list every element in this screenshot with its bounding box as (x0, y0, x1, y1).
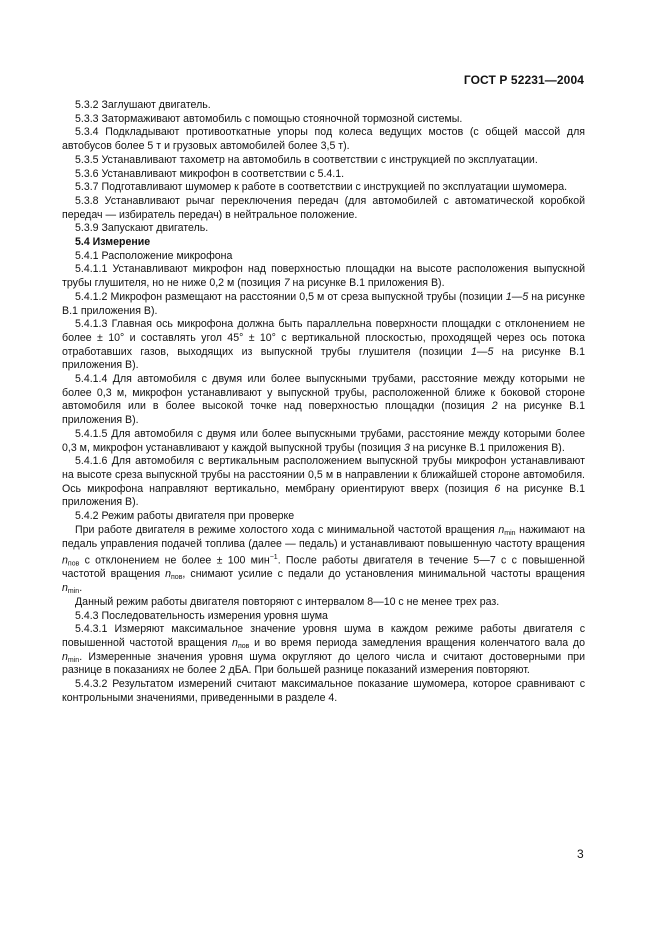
subsection-heading: 5.4.2 Режим работы двигателя при проверке (75, 510, 295, 523)
document-header: ГОСТ Р 52231—2004 (463, 73, 584, 87)
paragraph: 5.4.1.4 Для автомобиля с двумя или более выпускными трубами, расстояние между которыми не более 0,3 м, микрофон устанавливают у выпускной трубы, расположенной ближе к боковой стороне автомобиля или в более высокой точке над поверхностью площадки (позиция 2 на рисунке В.1 приложения В). (62, 373, 585, 427)
paragraph: 5.4.1.5 Для автомобиля с двумя или более выпускными трубами, расстояние между которыми более 0,3 м, микрофон устанавливают у каждой выпускной трубы (позиция 3 на рисунке В.1 приложения В). (62, 427, 585, 454)
paragraph: При работе двигателя в режиме холостого хода с минимальной частотой вращения $n_{min}$ нажимают на педаль управления подачей топлива (далее — педаль) и устанавливают повышенную частоту вращения $n_{пов}$ с отклонением не более ± 100 мин$^{-1}$. После работы двигателя в течение 5—7 с с повышенной частотой вращения $n_{пов}$, снимают усилие с педали до установления минимальной частоты вращения $n_{min}$. (62, 523, 585, 596)
page-number: 3 (577, 847, 584, 861)
paragraph: 5.4.3.2 Результатом измерений считают максимальное показание шумомера, которое сравнивают с контрольными значениями, приведенными в разделе 4. (62, 678, 585, 704)
paragraph: 5.3.3 Затормаживают автомобиль с помощью стояночной тормозной системы. (75, 112, 463, 125)
paragraph: 5.4.1.6 Для автомобиля с вертикальным расположением выпускной трубы микрофон устанавливают на высоте среза выпускной трубы на расстоянии 0,5 м в направлении к ближайшей стороне автомобиля. Ось микрофона направляют вертикально, мембрану ориентируют вверх (позиция 6 на рисунке В.1 приложения В). (62, 455, 586, 509)
paragraph: 5.3.6 Устанавливают микрофон в соответствии с 5.4.1. (75, 167, 345, 180)
subsection-heading: 5.4.1 Расположение микрофона (75, 249, 233, 262)
paragraph: 5.4.3.1 Измеряют максимальное значение уровня шума в каждом режиме работы двигателя с повышенной частотой вращения $n_{пов}$ и во время периода замедления вращения коленчатого вала до $n_{min}$. Измеренные значения уровня шума округляют до целого числа и считают достоверными при разнице в показаниях не более 2 дБА. При большей разнице показаний измерения повторяют. (62, 623, 585, 677)
section-heading: 5.4 Измерение (75, 236, 151, 249)
paragraph: Данный режим работы двигателя повторяют с интервалом 8—10 с не менее трех раз. (75, 595, 500, 608)
paragraph: 5.3.2 Заглушают двигатель. (75, 99, 211, 111)
subsection-heading: 5.4.3 Последовательность измерения уровня шума (75, 609, 328, 622)
paragraph: 5.3.9 Запускают двигатель. (75, 222, 209, 235)
paragraph: 5.3.4 Подкладывают противооткатные упоры под колеса ведущих мостов (с общей массой для автобусов более 5 т и грузовых автомобилей более 3,5 т). (62, 126, 585, 153)
paragraph: 5.3.7 Подготавливают шумомер к работе в соответствии с инструкцией по эксплуатации шумомера. (75, 181, 568, 194)
document-body (62, 99, 585, 705)
paragraph: 5.3.5 Устанавливают тахометр на автомобиль в соответствии с инструкцией по эксплуатации. (75, 153, 538, 166)
paragraph: 5.4.1.2 Микрофон размещают на расстоянии 0,5 м от среза выпускной трубы (позиции 1—5 на рисунке В.1 приложения В). (62, 290, 585, 317)
paragraph: 5.4.1.1 Устанавливают микрофон над поверхностью площадки на высоте расположения выпускной трубы глушителя, но не ниже 0,2 м (позиция 7 на рисунке В.1 приложения В). (62, 263, 585, 290)
paragraph: 5.4.1.3 Главная ось микрофона должна быть параллельна поверхности площадки с отклонением не более ± 10° и составлять угол 45° ± 10° с вертикальной плоскостью, проходящей через ось потока отработавших газов, выходящих из выпускной трубы глушителя (позиции 1—5 на рисунке В.1 приложения В). (62, 318, 586, 372)
paragraph: 5.3.8 Устанавливают рычаг переключения передач (для автомобилей с автоматической коробкой передач — избиратель передач) в нейтральное положение. (62, 194, 585, 221)
